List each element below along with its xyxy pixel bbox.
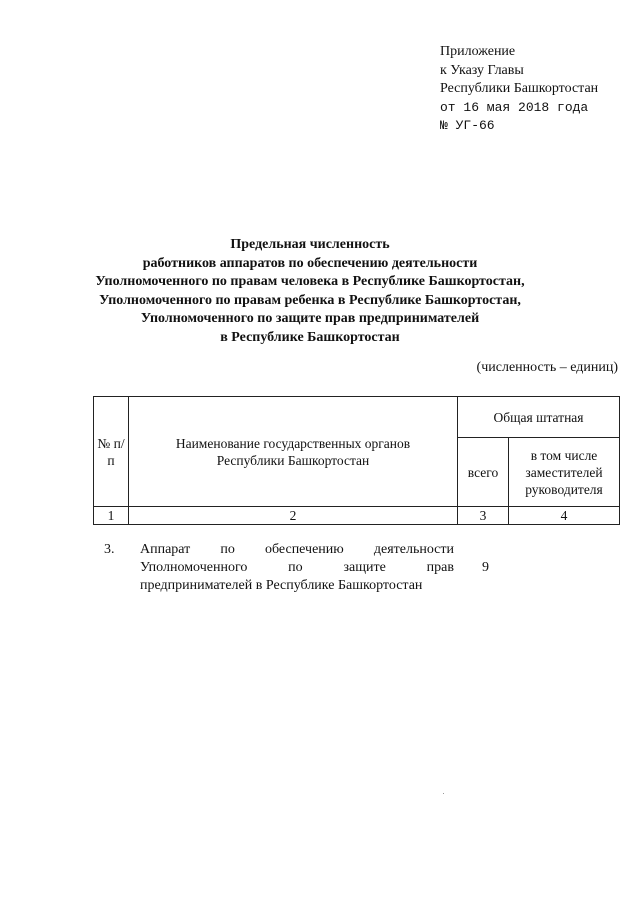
header-total: всего <box>458 438 509 507</box>
header-total-group: Общая штатная <box>458 397 620 438</box>
staff-table <box>93 396 620 525</box>
title-line-4: Уполномоченного по правам ребенка в Республике Башкортостан, <box>99 292 521 308</box>
scan-speck <box>443 793 444 794</box>
title-line-3: Уполномоченного по правам человека в Республике Башкортостан, <box>95 274 525 289</box>
appendix-line-2: к Указу Главы <box>440 62 524 78</box>
table-column-numbers-row <box>94 507 620 525</box>
entry-count: 9 <box>482 560 489 575</box>
title-line-6: в Республике Башкортостан <box>220 329 400 345</box>
title-line-1: Предельная численность <box>230 237 390 252</box>
appendix-header <box>440 43 598 136</box>
header-num: № п/п <box>94 397 129 507</box>
entry-number: 3. <box>104 542 115 557</box>
appendix-line-1: Приложение <box>440 44 516 59</box>
header-name-line-2: Республики Башкортостан <box>216 452 370 468</box>
header-name <box>129 397 458 507</box>
column-number-1: 1 <box>94 507 129 525</box>
table-header-row <box>94 397 620 438</box>
document-title <box>60 236 560 347</box>
appendix-line-3: Республики Башкортостан <box>440 81 599 96</box>
title-line-2: работников аппаратов по обеспечению деятельности <box>142 255 478 271</box>
header-name-line-1: Наименование государственных органов <box>175 435 411 451</box>
appendix-number: № УГ-66 <box>440 118 495 133</box>
appendix-date: от 16 мая 2018 года <box>440 99 589 115</box>
column-number-2: 2 <box>129 507 458 525</box>
entry-name: Аппарат по обеспечению деятельности Уполномоченного по защите прав предпринимателей в Республике Башкортостан <box>140 542 454 593</box>
units-note: (численность – единиц) <box>476 360 618 375</box>
column-number-4: 4 <box>509 507 620 525</box>
title-line-5: Уполномоченного по защите прав предпринимателей <box>140 311 480 326</box>
column-number-3: 3 <box>458 507 509 525</box>
header-deputies: в том числе заместителей руководителя <box>509 438 620 507</box>
